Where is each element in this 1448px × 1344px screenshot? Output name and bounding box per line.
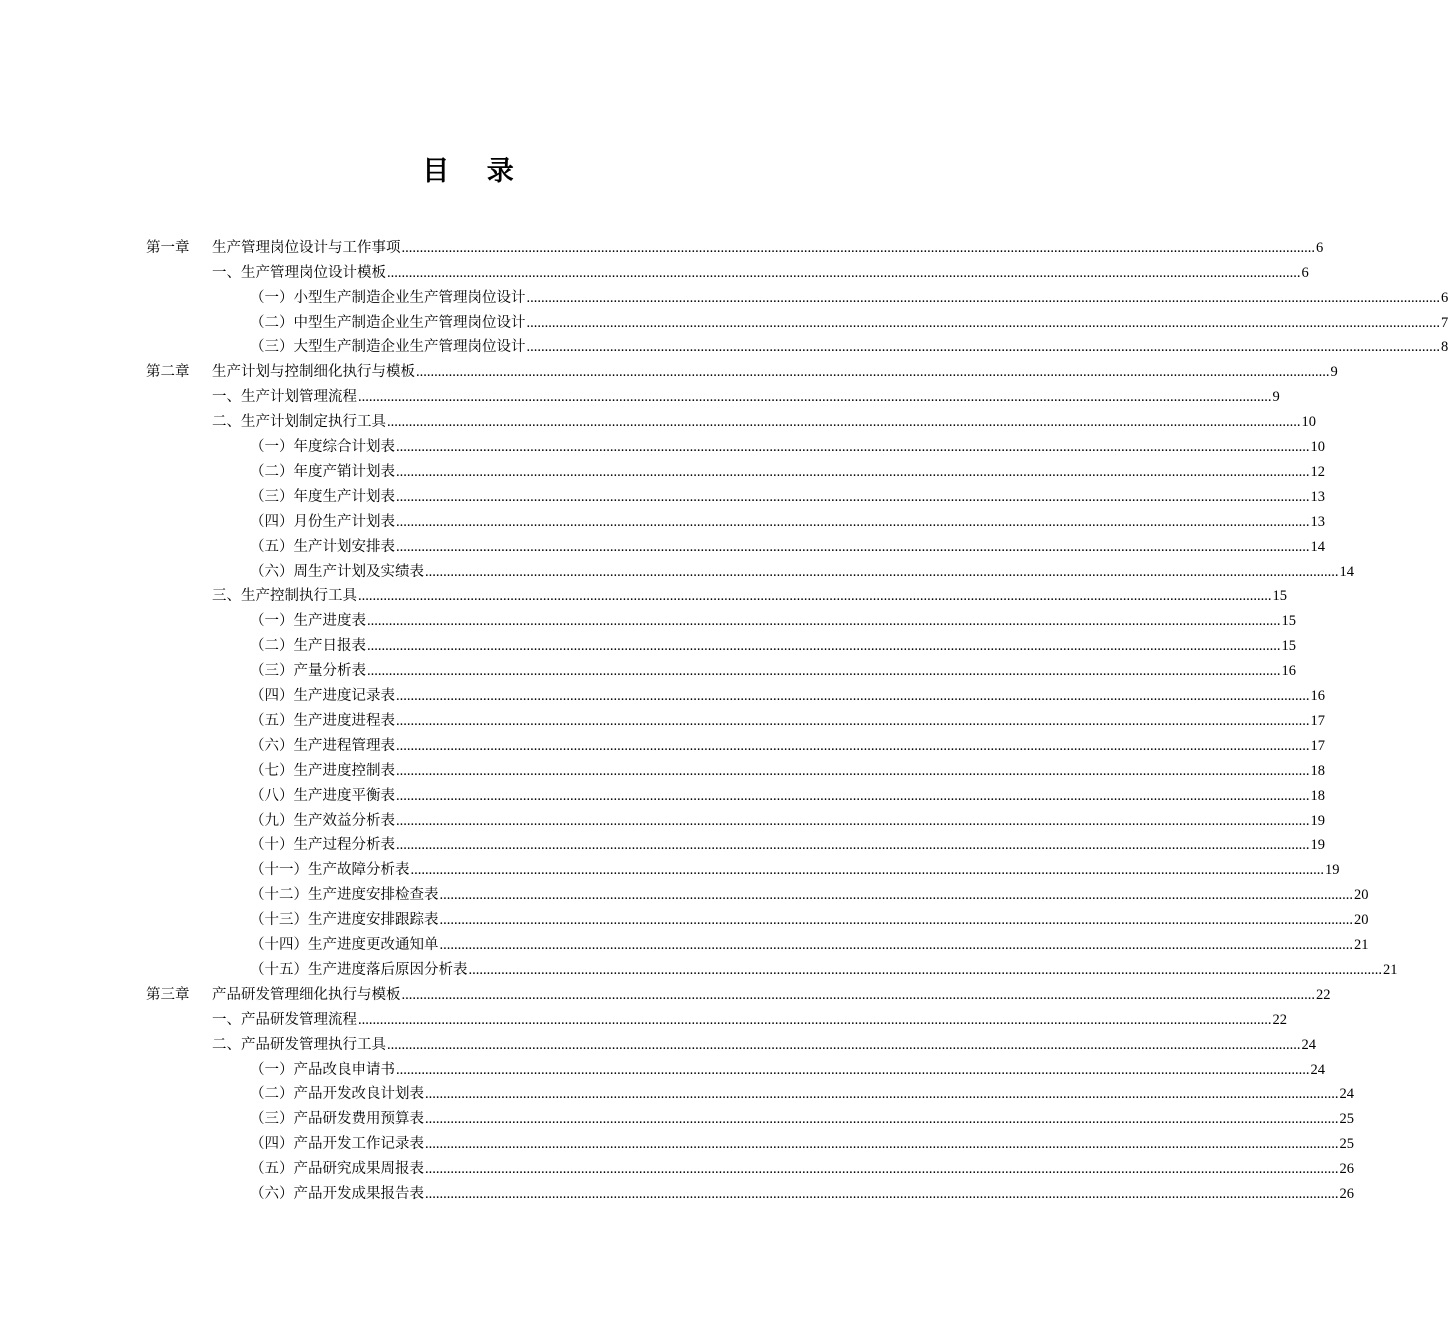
toc-entry-text: （八）生产进度平衡表 <box>250 787 395 804</box>
page-number: 6 <box>1301 264 1309 281</box>
dot-leader: ............................................................................................................................................................................................................................................................ <box>358 588 1272 605</box>
chapter-number: 第三章 <box>146 986 190 1003</box>
toc-entry-text: （二）产品开发改良计划表 <box>250 1086 424 1103</box>
toc-entry-text: （十）生产过程分析表 <box>250 837 395 854</box>
toc-entry-text: （二）生产日报表 <box>250 638 366 655</box>
page-number: 20 <box>1354 912 1369 929</box>
toc-entry-text: （九）生产效益分析表 <box>250 812 395 829</box>
toc-entry-label <box>250 1159 424 1179</box>
toc-entry-label <box>212 387 357 407</box>
toc-entry[interactable] <box>250 756 1325 781</box>
toc-entry-text: （三）年度生产计划表 <box>250 488 395 505</box>
toc-entry-text: （十五）生产进度落后原因分析表 <box>250 961 468 978</box>
toc-entry[interactable] <box>250 1129 1354 1154</box>
page-number: 16 <box>1310 688 1325 705</box>
toc-entry[interactable] <box>212 258 1309 283</box>
dot-leader: ............................................................................................................................................................................................................................................................ <box>396 762 1310 779</box>
toc-entry[interactable] <box>250 806 1325 831</box>
dot-leader: ............................................................................................................................................................................................................................................................ <box>526 314 1440 331</box>
page-number: 10 <box>1310 439 1325 456</box>
toc-entry-text: （十二）生产进度安排检查表 <box>250 887 439 904</box>
page-title: 目 录 <box>422 156 528 187</box>
page-number: 26 <box>1339 1186 1354 1203</box>
dot-leader: ............................................................................................................................................................................................................................................................ <box>425 1086 1339 1103</box>
toc-entry[interactable] <box>250 955 1398 980</box>
dot-leader: ............................................................................................................................................................................................................................................................ <box>401 239 1315 256</box>
toc-entry-label <box>212 586 357 606</box>
page-number: 14 <box>1339 563 1354 580</box>
dot-leader: ............................................................................................................................................................................................................................................................ <box>410 862 1324 879</box>
page-number: 15 <box>1281 613 1296 630</box>
dot-leader: ............................................................................................................................................................................................................................................................ <box>367 613 1281 630</box>
toc-entry-label <box>250 686 395 706</box>
dot-leader: ............................................................................................................................................................................................................................................................ <box>425 563 1339 580</box>
toc-entry-label <box>250 288 526 308</box>
toc-entry[interactable] <box>250 1105 1354 1130</box>
toc-entry-label <box>250 437 395 457</box>
toc-entry-text: 一、产品研发管理流程 <box>212 1011 357 1028</box>
dot-leader: ............................................................................................................................................................................................................................................................ <box>387 414 1301 431</box>
toc-entry-text: （四）生产进度记录表 <box>250 688 395 705</box>
toc-entry[interactable] <box>250 631 1296 656</box>
page-number: 15 <box>1272 588 1287 605</box>
toc-entry-label <box>250 1060 395 1080</box>
toc-entry-label <box>250 711 395 731</box>
dot-leader: ............................................................................................................................................................................................................................................................ <box>396 538 1310 555</box>
toc-entry[interactable] <box>250 856 1340 881</box>
page-number: 18 <box>1310 762 1325 779</box>
toc-entry[interactable] <box>250 930 1369 955</box>
toc-entry-text: 三、生产控制执行工具 <box>212 588 357 605</box>
page-number: 19 <box>1325 862 1340 879</box>
toc-entry-label <box>250 960 468 980</box>
toc-entry-label <box>250 786 395 806</box>
toc-entry-label <box>250 636 366 656</box>
dot-leader: ............................................................................................................................................................................................................................................................ <box>396 1061 1310 1078</box>
toc-entry[interactable] <box>250 681 1325 706</box>
dot-leader: ............................................................................................................................................................................................................................................................ <box>367 638 1281 655</box>
dot-leader: ............................................................................................................................................................................................................................................................ <box>396 737 1310 754</box>
dot-leader: ............................................................................................................................................................................................................................................................ <box>396 439 1310 456</box>
toc-entry[interactable] <box>250 283 1448 308</box>
toc-entry-text: （五）产品研究成果周报表 <box>250 1161 424 1178</box>
toc-entry-label <box>250 910 439 930</box>
toc-entry[interactable] <box>250 607 1296 632</box>
toc-entry-text: （十四）生产进度更改通知单 <box>250 937 439 954</box>
page-number: 17 <box>1310 737 1325 754</box>
toc-entry-label <box>250 761 395 781</box>
page-number: 13 <box>1310 488 1325 505</box>
toc-entry-text: （四）产品开发工作记录表 <box>250 1136 424 1153</box>
toc-entry-text: （五）生产计划安排表 <box>250 538 395 555</box>
page-number: 22 <box>1272 1011 1287 1028</box>
toc-entry[interactable] <box>146 233 1324 258</box>
chapter-number: 第一章 <box>146 239 190 256</box>
dot-leader: ............................................................................................................................................................................................................................................................ <box>526 339 1440 356</box>
toc-entry[interactable] <box>250 1154 1354 1179</box>
dot-leader: ............................................................................................................................................................................................................................................................ <box>396 712 1310 729</box>
dot-leader: ............................................................................................................................................................................................................................................................ <box>358 1011 1272 1028</box>
dot-leader: ............................................................................................................................................................................................................................................................ <box>358 389 1272 406</box>
toc-entry-text: 二、生产计划制定执行工具 <box>212 414 386 431</box>
toc-entry[interactable] <box>212 1030 1316 1055</box>
toc-entry[interactable] <box>250 457 1325 482</box>
page-number: 8 <box>1441 339 1448 356</box>
toc-entry-text: （一）小型生产制造企业生产管理岗位设计 <box>250 289 526 306</box>
page-number: 13 <box>1310 513 1325 530</box>
toc-entry-text: （七）生产进度控制表 <box>250 762 395 779</box>
dot-leader: ............................................................................................................................................................................................................................................................ <box>396 513 1310 530</box>
page-number: 21 <box>1383 961 1398 978</box>
toc-entry-label <box>250 462 395 482</box>
page-number: 14 <box>1310 538 1325 555</box>
toc-entry-label <box>212 1010 357 1030</box>
dot-leader: ............................................................................................................................................................................................................................................................ <box>401 986 1315 1003</box>
dot-leader: ............................................................................................................................................................................................................................................................ <box>396 837 1310 854</box>
dot-leader: ............................................................................................................................................................................................................................................................ <box>526 289 1440 306</box>
toc-entry[interactable] <box>250 1179 1354 1204</box>
toc-entry-text: 一、生产计划管理流程 <box>212 389 357 406</box>
page-number: 7 <box>1441 314 1448 331</box>
toc-entry-label <box>212 412 386 432</box>
dot-leader: ............................................................................................................................................................................................................................................................ <box>439 937 1353 954</box>
toc-entry[interactable] <box>212 382 1280 407</box>
toc-entry-text: （五）生产进度进程表 <box>250 712 395 729</box>
toc-entry-label <box>212 1035 386 1055</box>
page-number: 17 <box>1310 712 1325 729</box>
page-number: 16 <box>1281 663 1296 680</box>
toc-entry-label <box>146 362 415 382</box>
toc-entry-label <box>250 736 395 756</box>
dot-leader: ............................................................................................................................................................................................................................................................ <box>396 812 1310 829</box>
toc-entry-text: 一、生产管理岗位设计模板 <box>212 264 386 281</box>
toc-entry-label <box>250 885 439 905</box>
page-number: 25 <box>1339 1111 1354 1128</box>
toc-entry-text: （三）产品研发费用预算表 <box>250 1111 424 1128</box>
toc-entry-label <box>250 1084 424 1104</box>
toc-entry[interactable] <box>146 980 1331 1005</box>
toc-entry-text: （十一）生产故障分析表 <box>250 862 410 879</box>
toc-entry[interactable] <box>250 731 1325 756</box>
page-number: 19 <box>1310 837 1325 854</box>
toc-entry-label <box>250 562 424 582</box>
chapter-number: 第二章 <box>146 364 190 381</box>
toc-entry[interactable] <box>250 333 1448 358</box>
toc-entry-text: （六）生产进程管理表 <box>250 737 395 754</box>
toc-entry[interactable] <box>212 582 1287 607</box>
page-number: 10 <box>1301 414 1316 431</box>
toc-entry-label <box>250 835 395 855</box>
toc-entry-text: （三）产量分析表 <box>250 663 366 680</box>
toc-entry-text: （一）产品改良申请书 <box>250 1061 395 1078</box>
toc-entry-text: （二）中型生产制造企业生产管理岗位设计 <box>250 314 526 331</box>
toc-entry[interactable] <box>250 905 1369 930</box>
toc-entry[interactable] <box>250 1080 1354 1105</box>
toc-entry-label <box>250 487 395 507</box>
toc-entry-text: 生产管理岗位设计与工作事项 <box>212 239 401 256</box>
toc-entry[interactable] <box>250 432 1325 457</box>
toc-entry[interactable] <box>250 706 1325 731</box>
toc-entry-label <box>250 537 395 557</box>
toc-entry-label <box>212 263 386 283</box>
page-number: 6 <box>1316 239 1324 256</box>
toc-entry-text: （六）周生产计划及实绩表 <box>250 563 424 580</box>
dot-leader: ............................................................................................................................................................................................................................................................ <box>396 787 1310 804</box>
dot-leader: ............................................................................................................................................................................................................................................................ <box>416 364 1330 381</box>
toc-entry-label <box>250 1134 424 1154</box>
toc-entry[interactable] <box>146 358 1338 383</box>
page-number: 6 <box>1441 289 1448 306</box>
toc-entry[interactable] <box>212 407 1316 432</box>
page-number: 15 <box>1281 638 1296 655</box>
toc-entry-label <box>250 935 439 955</box>
page-number: 26 <box>1339 1161 1354 1178</box>
page-number: 21 <box>1354 937 1369 954</box>
toc-entry[interactable] <box>250 781 1325 806</box>
dot-leader: ............................................................................................................................................................................................................................................................ <box>425 1111 1339 1128</box>
toc-entry-text: 生产计划与控制细化执行与模板 <box>212 364 415 381</box>
toc-entry[interactable] <box>250 507 1325 532</box>
toc-entry-label <box>250 860 410 880</box>
dot-leader: ............................................................................................................................................................................................................................................................ <box>439 887 1353 904</box>
page-number: 24 <box>1310 1061 1325 1078</box>
toc-entry-text: 二、产品研发管理执行工具 <box>212 1036 386 1053</box>
dot-leader: ............................................................................................................................................................................................................................................................ <box>439 912 1353 929</box>
toc-entry-text: （四）月份生产计划表 <box>250 513 395 530</box>
page-number: 9 <box>1330 364 1338 381</box>
page-number: 24 <box>1301 1036 1316 1053</box>
toc-entry-label <box>146 985 401 1005</box>
toc-entry[interactable] <box>250 532 1325 557</box>
toc-entry-text: （一）年度综合计划表 <box>250 439 395 456</box>
dot-leader: ............................................................................................................................................................................................................................................................ <box>387 264 1301 281</box>
dot-leader: ............................................................................................................................................................................................................................................................ <box>396 463 1310 480</box>
dot-leader: ............................................................................................................................................................................................................................................................ <box>425 1161 1339 1178</box>
page-number: 22 <box>1316 986 1331 1003</box>
page-number: 24 <box>1339 1086 1354 1103</box>
toc-entry-text: （二）年度产销计划表 <box>250 463 395 480</box>
toc-entry-label <box>250 1109 424 1129</box>
toc-entry[interactable] <box>212 1005 1287 1030</box>
toc-entry-text: （十三）生产进度安排跟踪表 <box>250 912 439 929</box>
toc-entry-text: 产品研发管理细化执行与模板 <box>212 986 401 1003</box>
page-number: 9 <box>1272 389 1280 406</box>
toc-entry-label <box>250 811 395 831</box>
toc-entry[interactable] <box>250 1055 1325 1080</box>
toc-entry[interactable] <box>250 831 1325 856</box>
toc-entry-label <box>250 313 526 333</box>
toc-entry-label <box>250 661 366 681</box>
dot-leader: ............................................................................................................................................................................................................................................................ <box>425 1186 1339 1203</box>
toc-entry-label <box>250 1184 424 1204</box>
toc-entry[interactable] <box>250 557 1354 582</box>
page-number: 12 <box>1310 463 1325 480</box>
toc-entry[interactable] <box>250 308 1448 333</box>
toc-entry-label <box>250 512 395 532</box>
page-number: 19 <box>1310 812 1325 829</box>
page-number: 18 <box>1310 787 1325 804</box>
toc-entry-label <box>146 238 401 258</box>
dot-leader: ............................................................................................................................................................................................................................................................ <box>367 663 1281 680</box>
toc-entry-text: （六）产品开发成果报告表 <box>250 1186 424 1203</box>
toc-entry-text: （三）大型生产制造企业生产管理岗位设计 <box>250 339 526 356</box>
toc-entry[interactable] <box>250 656 1296 681</box>
page-number: 25 <box>1339 1136 1354 1153</box>
toc-entry-text: （一）生产进度表 <box>250 613 366 630</box>
toc-entry[interactable] <box>250 482 1325 507</box>
toc-entry[interactable] <box>250 880 1369 905</box>
dot-leader: ............................................................................................................................................................................................................................................................ <box>396 688 1310 705</box>
toc-entry-label <box>250 611 366 631</box>
toc-entry-label <box>250 337 526 357</box>
dot-leader: ............................................................................................................................................................................................................................................................ <box>396 488 1310 505</box>
dot-leader: ............................................................................................................................................................................................................................................................ <box>468 961 1382 978</box>
dot-leader: ............................................................................................................................................................................................................................................................ <box>387 1036 1301 1053</box>
dot-leader: ............................................................................................................................................................................................................................................................ <box>425 1136 1339 1153</box>
page-number: 20 <box>1354 887 1369 904</box>
